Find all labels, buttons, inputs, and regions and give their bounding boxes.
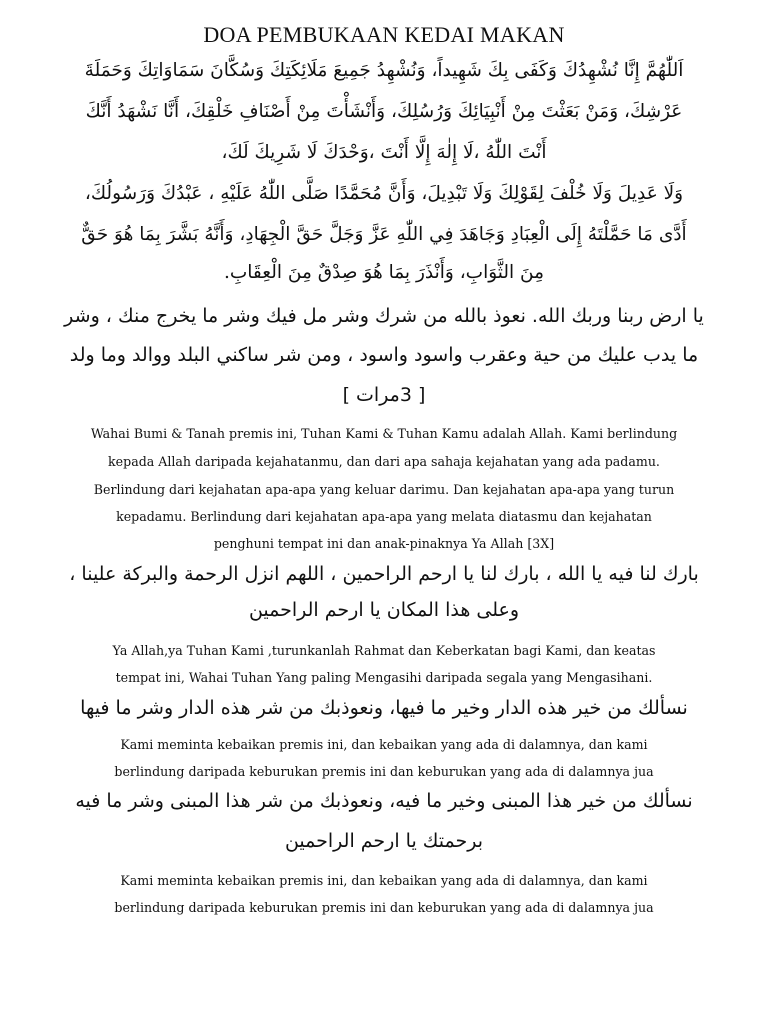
dar-malay-line: Kami meminta kebaikan premis ini, dan kebaikan yang ada di dalamnya, dan kami [120,737,648,752]
barik-malay-line: tempat ini, Wahai Tuhan Yang paling Mengasihi daripada segala yang Mengasihani. [115,670,653,685]
mabna-malay-line: berlindung daripada keburukan premis ini dan keburukan yang ada di dalamnya jua [114,900,654,915]
doa-arabic-line: عَرْشِكَ، وَمَنْ بَعَثْتَ مِنْ أَنْبِيَائِكَ وَرُسُلِكَ، وَأَنْشَأْتَ مِنْ أَصْنَافِ خَلْقِكَ، أَنَّا نَشْهَدُ أَنَّكَ [85,101,683,122]
dar-arabic-line: نسألك من خير هذه الدار وخير ما فيها، ونعوذبك من شر هذه الدار وشر ما فيها [80,697,688,719]
ardh-malay-line: kepada Allah daripada kejahatanmu, dan dari apa sahaja kejahatan yang ada padamu. [108,454,660,469]
ardh-arabic-line: ما يدب عليك من حية وعقرب واسود واسود ، ومن شر ساكني البلد ووالد وما ولد [69,344,699,366]
doa-arabic-line: مِنَ الثَّوَابِ، وَأَنْذَرَ بِمَا هُوَ صِدْقٌ مِنَ الْعِقَابِ. [223,262,545,283]
mabna-arabic-line: برحمتك يا ارحم الراحمين [284,830,484,852]
doa-arabic-line: أَنْتَ اللّٰهُ ،لَا إِلٰهَ إِلَّا أَنْتَ ،وَحْدَكَ لَا شَرِيكَ لَكَ، [221,142,547,163]
repeat-count-line: [ 3مرات ] [342,384,426,406]
ardh-malay-line: Wahai Bumi & Tanah premis ini, Tuhan Kami & Tuhan Kamu adalah Allah. Kami berlindung [90,426,678,441]
ardh-malay-line: kepadamu. Berlindung dari kejahatan apa-apa yang melata diatasmu dan kejahatan [116,509,652,524]
ardh-arabic-line: يا ارض ربنا وربك الله. نعوذ بالله من شرك وشر مل فيك وشر ما يخرج منك ، وشر [64,305,704,327]
doa-arabic-line: اَللّٰهُمَّ إِنَّا نُشْهِدُكَ وَكَفَى بِكَ شَهِيداً، وَنُشْهِدُ جَمِيعَ مَلَائِكَتِكَ وَسُكَّانَ سَمَاوَاتِكَ وَحَمَلَةَ [84,60,684,81]
page-title: DOA PEMBUKAAN KEDAI MAKAN [203,22,565,47]
barik-arabic-line: بارك لنا فيه يا الله ، بارك لنا يا ارحم الراحمين ، اللهم انزل الرحمة والبركة علينا ، [69,563,699,585]
ardh-malay-line: penghuni tempat ini dan anak-pinaknya Ya Allah [3X] [213,536,555,551]
doa-arabic-line: وَلَا عَدِيلَ وَلَا خُلْفَ لِقَوْلِكَ وَلَا تَبْدِيلَ، وَأَنَّ مُحَمَّدًا صَلَّى اللّٰهُ عَلَيْهِ ، عَبْدُكَ وَرَسُولُكَ، [84,183,684,204]
doa-arabic-line: أَدَّى مَا حَمَّلْتَهُ إِلَى الْعِبَادِ وَجَاهَدَ فِي اللّٰهِ عَزَّ وَجَلَّ حَقَّ الْجِهَادِ، وَأَنَّهُ بَشَّرَ بِمَا هُوَ حَقٌّ [81,224,687,245]
barik-arabic-line: وعلى هذا المكان يا ارحم الراحمين [248,599,520,621]
ardh-malay-line: Berlindung dari kejahatan apa-apa yang keluar darimu. Dan kejahatan apa-apa yang turun [93,482,675,497]
mabna-malay-line: Kami meminta kebaikan premis ini, dan kebaikan yang ada di dalamnya, dan kami [120,873,648,888]
dar-malay-line: berlindung daripada keburukan premis ini dan keburukan yang ada di dalamnya jua [114,764,654,779]
barik-malay-line: Ya Allah,ya Tuhan Kami ,turunkanlah Rahmat dan Keberkatan bagi Kami, dan keatas [112,643,656,658]
mabna-arabic-line: نسألك من خير هذا المبنى وخير ما فيه، ونعوذبك من شر هذا المبنى وشر ما فيه [75,790,693,812]
